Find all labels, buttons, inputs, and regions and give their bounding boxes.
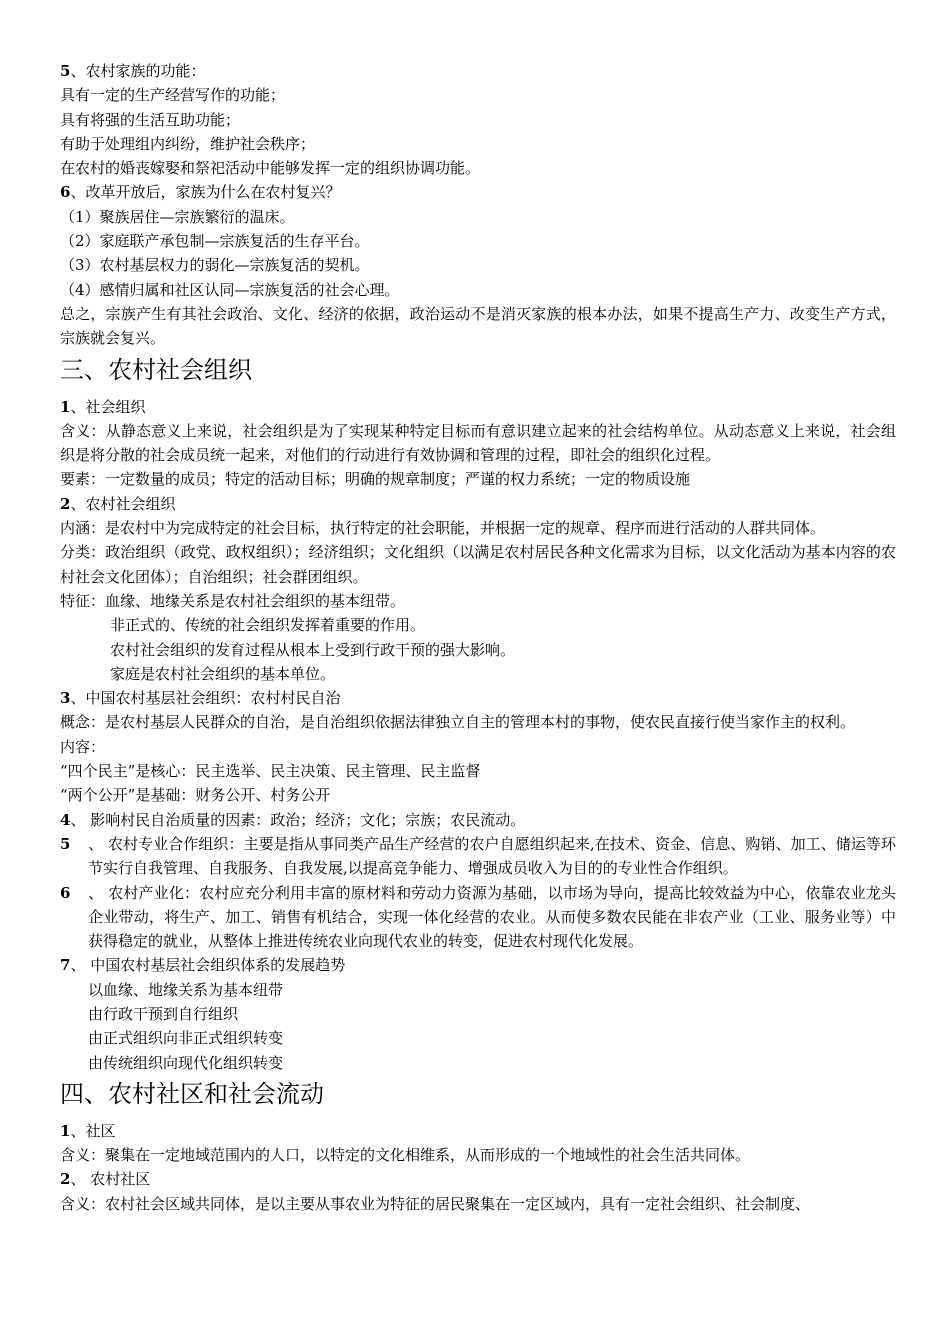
list-item: （1）聚族居住—宗族繁衍的温床。 — [60, 207, 295, 226]
document-page — [60, 59, 896, 1216]
content-line: “四个民主”是核心：民主选举、民主决策、民主管理、民主监督 — [60, 762, 481, 781]
content-line: “两个公开”是基础：财务公开、村务公开 — [60, 786, 331, 805]
features-line: 特征：血缘、地缘关系是农村社会组织的基本纽带。 — [60, 591, 406, 610]
section-5-heading: 5、农村家族的功能： — [60, 62, 206, 80]
features-line: 家庭是农村社会组织的基本单位。 — [110, 664, 336, 683]
trend-item: 由传统组织向现代化组织转变 — [88, 1053, 284, 1072]
subsection-7-heading: 7、 中国农村基层社会组织体系的发展趋势 — [60, 956, 346, 975]
connotation-line: 内涵：是农村中为完成特定的社会目标，执行特定的社会职能，并根据一定的规章、程序而进行活动的人群共同体。 — [60, 519, 826, 538]
subsection-6-paragraph: 6 、 农村产业化：农村应充分利用丰富的原材料和劳动力资源为基础，以市场为导向，提高比较效益为中心，依靠农业龙头企业带动，将生产、加工、销售有机结合，实现一体化经营的农业。从而使多数农民能在非农产业（工业、服务业等）中获得稳定的就业，从整体上推进传统农业向现代农业的转变，促进农村现代化发展。 — [60, 883, 896, 951]
subsection-2-heading: 2、农村社会组织 — [60, 494, 176, 513]
list-item: （4）感情归属和社区认同—宗族复活的社会心理。 — [60, 280, 400, 299]
trend-item: 以血缘、地缘关系为基本纽带 — [88, 980, 284, 999]
chapter-heading-3: 三、农村社会组织 — [60, 355, 252, 384]
subsection-1-heading: 1、社区 — [60, 1121, 116, 1140]
concept-paragraph: 概念：是农村基层人民群众的自治，是自治组织依据法律独立自主的管理本村的事物，使农民直接行使当家作主的权利。 — [60, 713, 856, 732]
subsection-4-line: 4、 影响村民自治质量的因素：政治；经济；文化；宗族；农民流动。 — [60, 810, 526, 829]
section-6-heading: 6、改革开放后，家族为什么在农村复兴？ — [60, 183, 341, 202]
definition-line: 含义：聚集在一定地域范围内的人口，以特定的文化相维系，从而形成的一个地域性的社会生活共同体。 — [60, 1146, 751, 1165]
list-item: （2）家庭联产承包制—宗族复活的生存平台。 — [60, 232, 370, 251]
chapter-heading-4: 四、农村社区和社会流动 — [60, 1079, 324, 1108]
list-item: 有助于处理组内纠纷，维护社会秩序； — [60, 134, 316, 153]
list-item: 在农村的婚丧嫁娶和祭祀活动中能够发挥一定的组织协调功能。 — [60, 159, 481, 178]
subsection-3-heading: 3、中国农村基层社会组织：农村村民自治 — [60, 689, 341, 708]
definition-line: 含义：农村社会区域共同体，是以主要从事农业为特征的居民聚集在一定区域内，具有一定社会组织、社会制度、 — [60, 1194, 811, 1213]
trend-item: 由行政干预到自行组织 — [88, 1004, 239, 1023]
subsection-2-heading: 2、 农村社区 — [60, 1170, 151, 1189]
summary-paragraph: 总之，宗族产生有其社会政治、文化、经济的依据，政治运动不是消灭家族的根本办法，如果不提高生产力、改变生产方式，宗族就会复兴。 — [60, 304, 896, 348]
subsection-5-paragraph: 5 、 农村专业合作组织：主要是指从事同类产品生产经营的农户自愿组织起来,在技术、资金、信息、购销、加工、储运等环节实行自我管理、自我服务、自我发展,以提高竞争能力、增强成员收入为目的的专业性合作组织。 — [60, 834, 896, 878]
list-item: （3）农村基层权力的弱化—宗族复活的契机。 — [60, 256, 370, 275]
trend-item: 由正式组织向非正式组织转变 — [88, 1029, 284, 1048]
subsection-1-heading: 1、社会组织 — [60, 397, 146, 416]
definition-paragraph: 含义：从静态意义上来说，社会组织是为了实现某种特定目标而有意识建立起来的社会结构单位。从动态意义上来说，社会组织是将分散的社会成员统一起来，对他们的行动进行有效协调和管理的过程，即社会的组织化过程。 — [60, 421, 896, 465]
features-line: 非正式的、传统的社会组织发挥着重要的作用。 — [110, 616, 426, 635]
features-line: 农村社会组织的发育过程从根本上受到行政干预的强大影响。 — [110, 640, 516, 659]
classification-paragraph: 分类：政治组织（政党、政权组织）；经济组织；文化组织（以满足农村居民各种文化需求为目标，以文化活动为基本内容的农村社会文化团体）；自治组织；社会群团组织。 — [60, 543, 896, 586]
content-label: 内容： — [60, 737, 106, 756]
list-item: 具有一定的生产经营写作的功能； — [60, 86, 286, 105]
list-item: 具有将强的生活互助功能； — [60, 110, 241, 129]
elements-line: 要素：一定数量的成员；特定的活动目标；明确的规章制度；严谨的权力系统；一定的物质设施 — [60, 470, 691, 489]
